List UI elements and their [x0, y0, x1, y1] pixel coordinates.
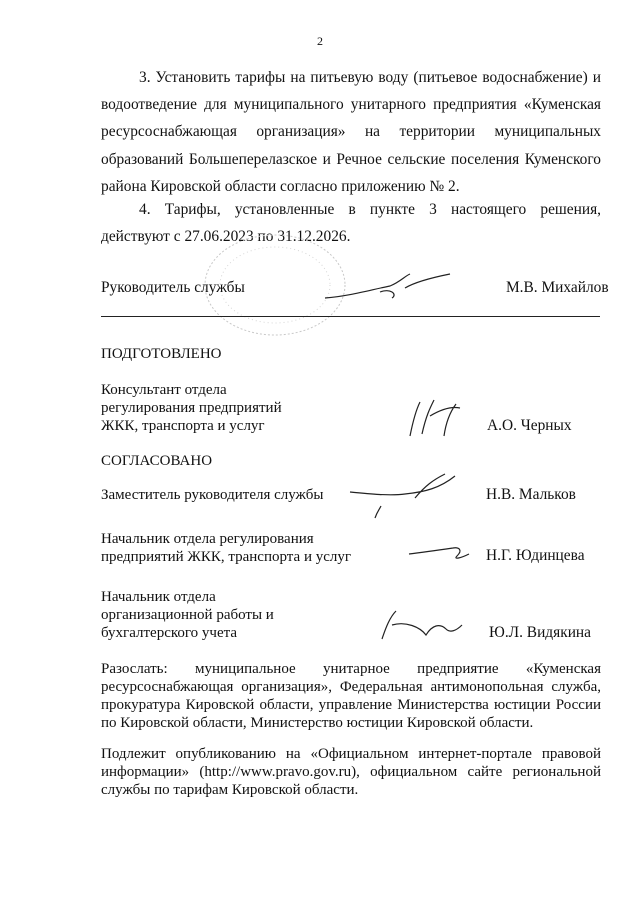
paragraph-3: 3. Установить тарифы на питьевую воду (питьевое водоснабжение) и водоотведение для муниципального унитарного предприятия «Куменская ресурсоснабжающая организация» на территории муниципальных образований Большеперелазское и Речное сельские поселения Куменского района Кировской области согласно приложению № 2. — [101, 69, 601, 195]
prepared-heading: ПОДГОТОВЛЕНО — [101, 346, 222, 362]
page-number: 2 — [317, 34, 323, 48]
agreed-role-3: Начальник отдела организационной работы и бухгалтерского учета — [101, 589, 274, 641]
head-name: М.В. Михайлов — [506, 279, 609, 296]
agreed-name-2: Н.Г. Юдинцева — [486, 547, 585, 564]
agreed-name-1: Н.В. Мальков — [486, 486, 576, 503]
agreed-heading: СОГЛАСОВАНО — [101, 453, 213, 469]
agreed-signature-1 — [345, 466, 475, 526]
prepared-signature — [400, 396, 470, 440]
prepared-role: Консультант отдела регулирования предприятий ЖКК, транспорта и услуг — [101, 382, 282, 434]
agreed-signature-3 — [376, 605, 466, 645]
prepared-name: А.О. Черных — [487, 417, 572, 434]
distribution-list: Разослать: муниципальное унитарное предприятие «Куменская ресурсоснабжающая организация», Федеральная антимонопольная служба, прокуратура Кировской области, управление Министерства юстиции России по Кировской области, Министерство юстиции Кировской области. — [101, 661, 601, 731]
agreed-role-2: Начальник отдела регулирования предприятий ЖКК, транспорта и услуг — [101, 531, 352, 565]
head-role: Руководитель службы — [101, 279, 245, 296]
publication-note: Подлежит опубликованию на «Официальном интернет-портале правовой информации» (http://www.pravo.gov.ru), официальном сайте региональной службы по тарифам Кировской области. — [101, 746, 601, 798]
agreed-signature-2 — [405, 538, 475, 566]
head-signature — [320, 268, 460, 308]
agreed-role-1: Заместитель руководителя службы — [101, 487, 324, 503]
paragraph-4: 4. Тарифы, установленные в пункте 3 настоящего решения, действуют с 27.06.2023 по 31.12.2026. — [101, 201, 601, 246]
agreed-name-3: Ю.Л. Видякина — [489, 624, 591, 641]
divider — [101, 316, 600, 317]
